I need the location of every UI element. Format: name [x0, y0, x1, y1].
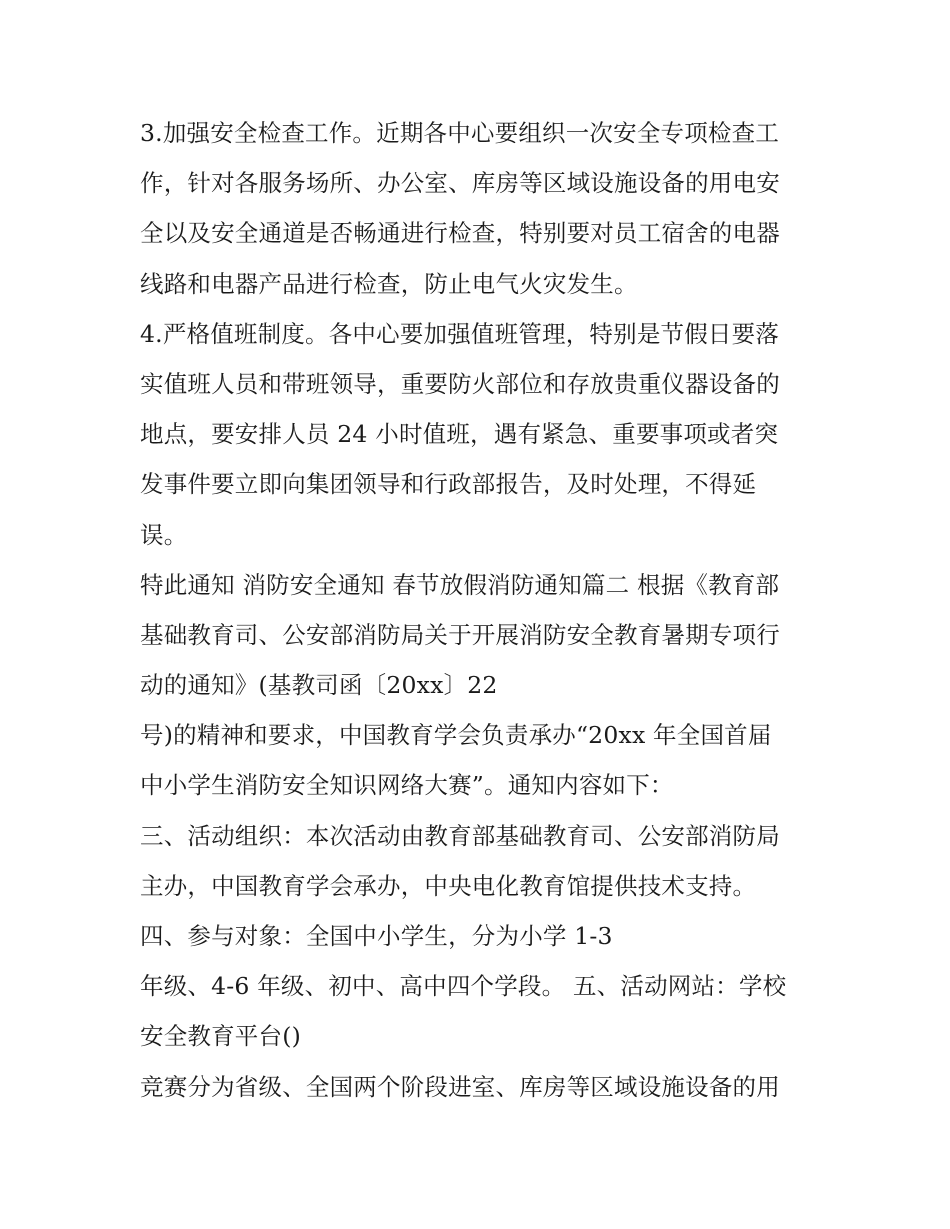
text-line-19: 安全教育平台(): [140, 1022, 301, 1051]
text-line-17: 四、参与对象：全国中小学生，分为小学 1-3: [140, 922, 613, 950]
text-line-13: 号)的精神和要求，中国教育学会负责承办“20xx 年全国首届: [140, 721, 772, 750]
text-line-11: 基础教育司、公安部消防局关于开展消防安全教育暑期专项行: [140, 620, 780, 649]
text-line-18: 年级、4-6 年级、初中、高中四个学段。 五、活动网站：学校: [140, 972, 787, 1001]
text-line-15: 三、活动组织：本次活动由教育部基础教育司、公安部消防局: [140, 821, 780, 850]
text-line-16: 主办，中国教育学会承办，中央电化教育馆提供技术支持。: [140, 871, 757, 900]
text-line-8: 发事件要立即向集团领导和行政部报告，及时处理，不得延: [140, 470, 757, 499]
text-line-12: 动的通知》(基教司函〔20xx〕22: [140, 671, 498, 700]
text-line-5: 4.严格值班制度。各中心要加强值班管理，特别是节假日要落: [140, 319, 780, 348]
text-line-9: 误。: [140, 520, 188, 549]
document-body: [140, 108, 820, 1112]
text-line-2: 作，针对各服务场所、办公室、库房等区域设施设备的用电安: [140, 169, 780, 198]
text-line-1: 3.加强安全检查工作。近期各中心要组织一次安全专项检查工: [140, 119, 780, 147]
text-line-10: 特此通知 消防安全通知 春节放假消防通知篇二 根据《教育部: [140, 570, 780, 599]
text-line-14: 中小学生消防安全知识网络大赛”。通知内容如下：: [140, 771, 674, 800]
text-line-4: 线路和电器产品进行检查，防止电气火灾发生。: [140, 269, 638, 298]
text-line-3: 全以及安全通道是否畅通进行检查，特别要对员工宿舍的电器: [140, 219, 780, 248]
text-line-7: 地点，要安排人员 24 小时值班，遇有紧急、重要事项或者突: [140, 420, 779, 449]
text-line-20: 竞赛分为省级、全国两个阶段进室、库房等区域设施设备的用: [140, 1072, 780, 1101]
text-line-6: 实值班人员和带班领导，重要防火部位和存放贵重仪器设备的: [140, 369, 780, 398]
